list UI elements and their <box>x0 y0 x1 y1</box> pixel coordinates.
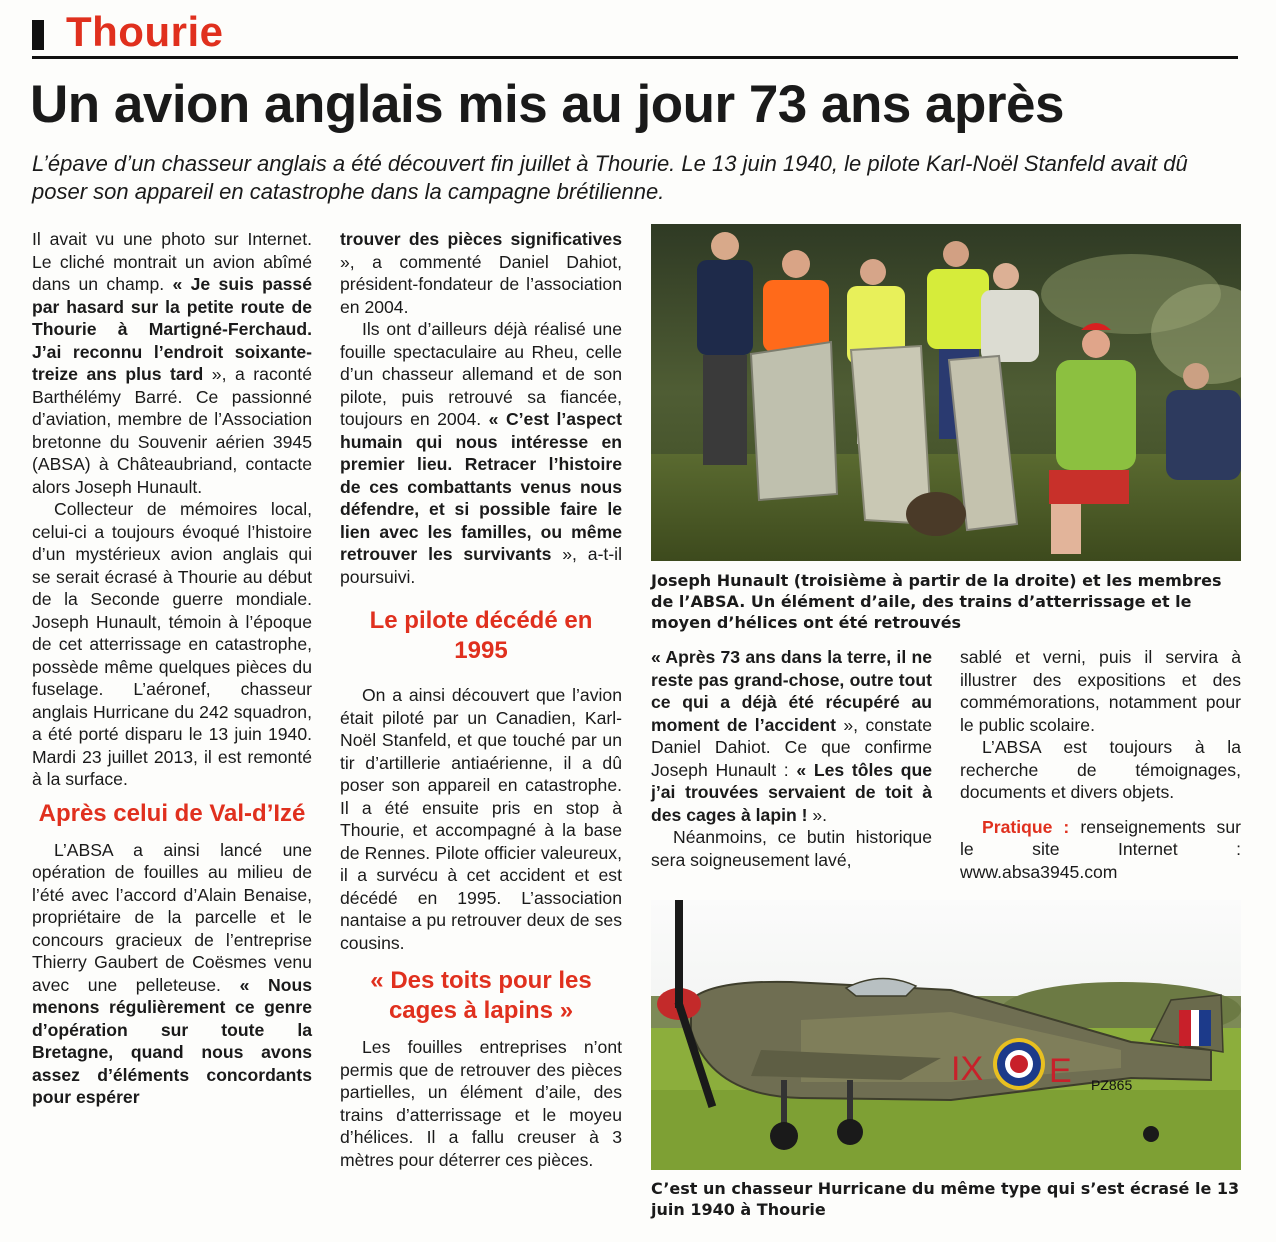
col4-paragraph: L’ABSA est toujours à la recherche de témoignages, documents et divers objets. <box>960 737 1241 802</box>
column-2 <box>340 228 622 1171</box>
col3-text: ». <box>807 804 828 825</box>
col3-text: », constate Daniel Dahiot. Ce que confirme Joseph Hunault : <box>651 714 932 780</box>
col2-text: Ils ont d’ailleurs déjà réalisé une fouille spectaculaire au Rheu, celle d’un chasseur allemand et de son pilote, puis retrouvé sa fiancée, toujours en 2004. <box>340 319 622 429</box>
group-photo-image <box>651 224 1241 561</box>
headline: Un avion anglais mis au jour 73 ans après <box>30 75 1064 134</box>
header-rule <box>32 56 1238 59</box>
subhead-pilote: Le pilote décédé en 1995 <box>369 607 593 664</box>
col2-paragraph: On a ainsi découvert que l’avion était piloté par un Canadien, Karl-Noël Stanfeld, et que touché par un tir d’artillerie antiaérienne, il a dû poser son appareil en catastrophe. Il a été ensuite pris en stop à Thourie, et accompagné à la base de Rennes. Pilote officier valeureux, il a survécu à cet accident et est décédé en 1995. L’association nantaise a pu retrouver deux de ses cousins. <box>340 685 622 953</box>
col3-quote: « Les tôles que j’ai trouvées servaient de toit à des cages à lapin ! <box>651 759 932 825</box>
subhead-val-dize: Après celui de Val-d’Izé <box>38 799 306 827</box>
col3-quote: « Après 73 ans dans la terre, il ne reste pas grand-chose, outre tout ce qui a déjà été récupéré au moment de l’accident <box>651 647 932 735</box>
col1-paragraph: Collecteur de mémoires local, celui-ci a toujours évoqué l’histoire d’un mystérieux avion anglais qui se serait écrasé à Thourie au début de la Seconde guerre mondiale. Joseph Hunault, témoin à l’époque de cet atterrissage en catastrophe, possède même quelques pièces du fuselage. L’aéronef, chasseur anglais Hurricane du 242 squadron, a été porté disparu le 13 juin 1940. Mardi 23 juillet 2013, il est remonté à la surface. <box>32 499 312 789</box>
column-3 <box>651 646 932 871</box>
col4-paragraph: sablé et verni, puis il servira à illustrer des expositions et des commémorations, notamment pour le public scolaire. <box>960 647 1241 735</box>
column-1 <box>32 228 312 1109</box>
col1-text: », a raconté Barthélémy Barré. Ce passionné d’aviation, membre de l’Association bretonne du Souvenir aérien 3945 (ABSA) à Châteaubriand, contacte alors Joseph Hunault. <box>32 364 312 497</box>
group-photo-caption: Joseph Hunault (troisième à partir de la droite) et les membres de l’ABSA. Un élément d’aile, des trains d’atterrissage et le moyen d’hélices ont été retrouvés <box>651 571 1222 632</box>
squadron-code-left: IX <box>951 1050 984 1088</box>
squadron-code-right: E <box>1049 1052 1072 1090</box>
col1-text: Il avait vu une photo sur Internet. Le cliché montrait un avion abîmé dans un champ. <box>32 229 312 294</box>
col2-text: », a commenté Daniel Dahiot, président-fondateur de l’association en 2004. <box>340 251 622 317</box>
col2-quote: « C’est l’aspect humain qui nous intéresse en premier lieu. Retracer l’histoire de ces combattants venus nous défendre, et si possible faire le lien avec les familles, ou même retrouver les survivants <box>340 409 622 564</box>
subhead-toits: « Des toits pour les cages à lapins » <box>370 967 592 1024</box>
group-photo <box>651 224 1241 561</box>
pratique-label: Pratique : <box>982 816 1070 837</box>
col2-text: », a-t-il poursuivi. <box>340 544 622 587</box>
hurricane-photo <box>651 900 1241 1170</box>
column-4 <box>960 646 1241 883</box>
col1-quote: « Je suis passé par hasard sur la petite route de Thourie à Martigné-Ferchaud. J’ai reconnu l’endroit soixante-treize ans plus tard <box>32 274 312 384</box>
pratique-text: renseignements sur le site Internet : www.absa3945.com <box>960 816 1241 882</box>
col1-quote: « Nous menons régulièrement ce genre d’opération sur toute la Bretagne, quand nous avons assez d’éléments concordants pour espérer <box>32 974 312 1107</box>
col2-paragraph: Les fouilles entreprises n’ont permis que de retrouver des pièces partielles, un élément d’aile, des trains d’atterrissage et le moyeu d’hélices. Il a fallu creuser à 3 mètres pour déterrer ces pièces. <box>340 1037 622 1170</box>
chapeau: L’épave d’un chasseur anglais a été découvert fin juillet à Thourie. Le 13 juin 1940, le pilote Karl-Noël Stanfeld avait dû poser son appareil en catastrophe dans la campagne brétilienne. <box>32 151 1188 204</box>
col2-quote: trouver des pièces significatives <box>340 229 622 249</box>
rubric-title: Thourie <box>66 8 224 55</box>
rubric-marker <box>32 20 44 50</box>
hurricane-photo-caption: C’est un chasseur Hurricane du même type qui s’est écrasé le 13 juin 1940 à Thourie <box>651 1179 1240 1219</box>
col1-text: L’ABSA a ainsi lancé une opération de fouilles au milieu de l’été avec l’accord d’Alain Benaise, propriétaire de la parcelle et le concours gracieux de l’entreprise Thierry Gaubert de Coësmes venu avec une pelleteuse. <box>32 839 312 995</box>
hurricane-photo-image <box>651 900 1241 1170</box>
section-rubric <box>32 6 224 58</box>
serial-number: PZ865 <box>1091 1077 1133 1093</box>
col3-paragraph: Néanmoins, ce butin historique sera soigneusement lavé, <box>651 827 932 870</box>
